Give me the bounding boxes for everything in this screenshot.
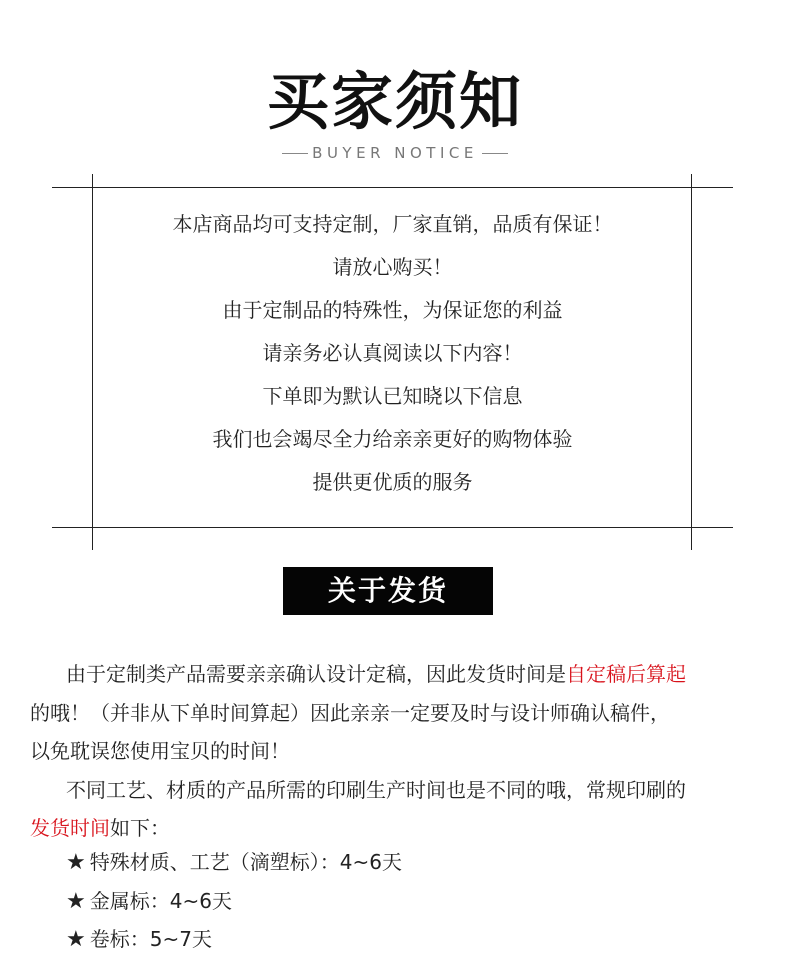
notice-box [93,203,692,504]
star-icon: ★ [66,888,86,914]
section-title-shipping: 关于发货 [283,567,493,615]
notice-line: 我们也会竭尽全力给亲亲更好的购物体验 [212,427,573,451]
shipping-text-span: 如下： [110,816,170,840]
shipping-paragraph-2-line-2 [30,809,770,848]
highlight-text: 自定稿后算起 [566,662,686,686]
notice-line: 下单即为默认已知晓以下信息 [262,384,523,408]
shipping-text-span: 由于定制类产品需要亲亲确认设计定稿，因此发货时间是 [66,662,566,686]
notice-line: 请亲务必认真阅读以下内容！ [262,341,523,365]
list-item-text: 卷标：5~7天 [89,927,212,951]
list-item [66,843,402,882]
star-icon: ★ [66,927,86,952]
notice-line: 提供更优质的服务 [312,470,473,494]
list-item-text: 特殊材质、工艺（滴塑标）：4~6天 [89,850,402,874]
shipping-paragraph-1-line-3: 以免耽误您使用宝贝的时间！ [30,739,290,763]
notice-line: 请放心购买！ [332,255,453,279]
star-icon: ★ [66,850,86,875]
highlight-text: 发货时间 [30,816,110,840]
list-item [66,882,402,921]
shipping-paragraph-2-line-1: 不同工艺、材质的产品所需的印刷生产时间也是不同的哦，常规印刷的 [66,777,686,802]
list-item-text: 金属标：4~6天 [89,888,232,913]
frame-line-bottom [52,527,733,528]
subtitle-text: BUYER NOTICE [312,144,478,162]
shipping-paragraph-1-line-1 [30,655,770,694]
frame-line-top [52,187,733,188]
page-title: 买家须知 [266,65,523,138]
shipping-time-list [66,843,402,959]
list-item [66,920,402,959]
shipping-paragraph-1-line-2: 的哦！（并非从下单时间算起）因此亲亲一定要及时与设计师确认稿件， [30,700,670,725]
notice-line: 由于定制品的特殊性，为保证您的利益 [222,298,563,322]
notice-line: 本店商品均可支持定制，厂家直销，品质有保证！ [172,212,613,236]
shipping-text [30,655,770,848]
subtitle-rule-left [282,153,308,154]
subtitle-rule-right [482,153,508,154]
page-subtitle [0,142,790,164]
